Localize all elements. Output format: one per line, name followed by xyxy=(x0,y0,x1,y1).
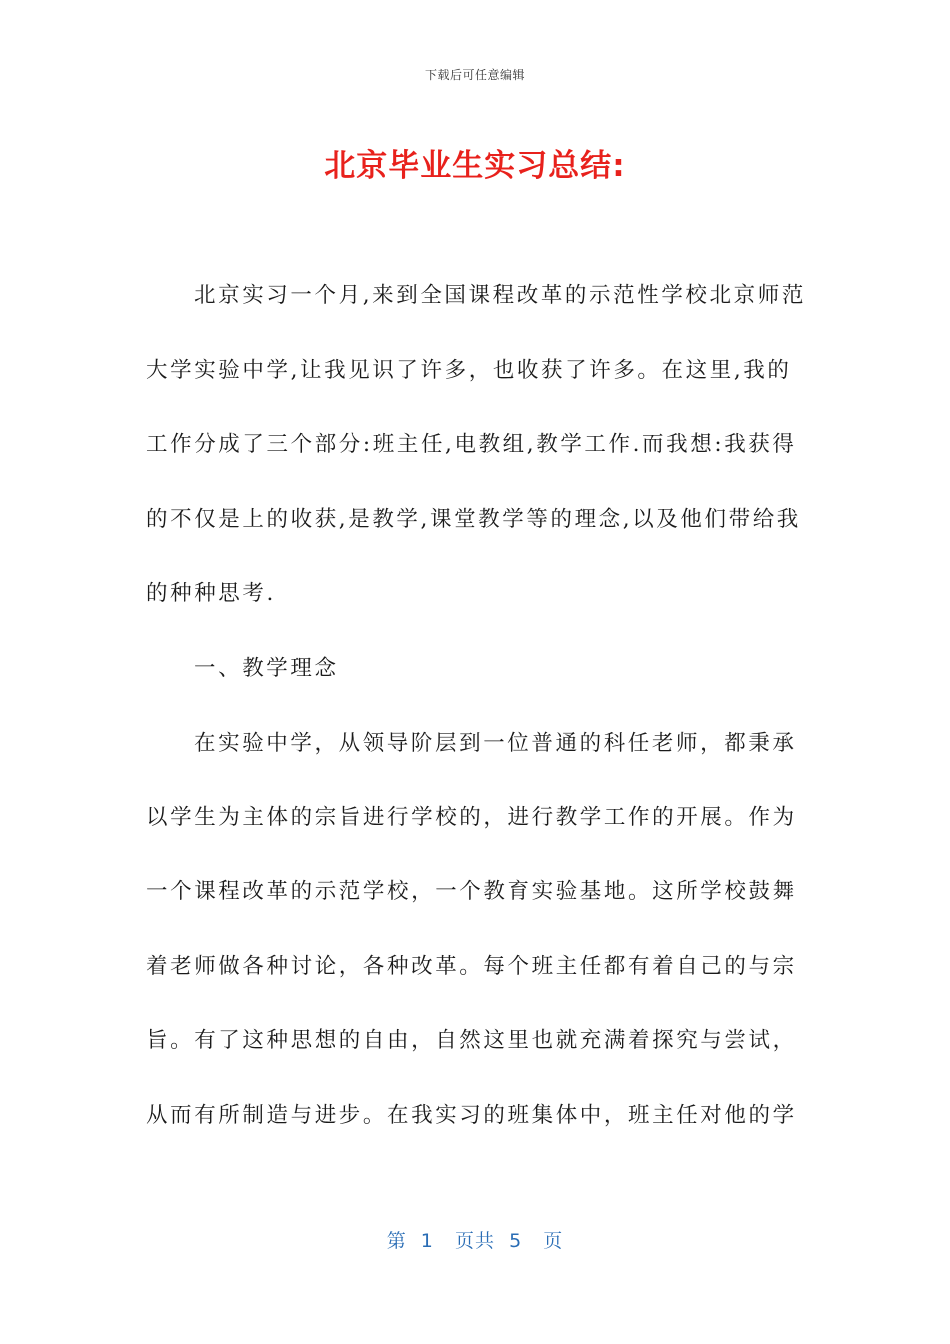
body-line: 一个课程改革的示范学校，一个教育实验基地。这所学校鼓舞 xyxy=(146,879,797,904)
body-line: 旨。有了这种思想的自由，自然这里也就充满着探究与尝试， xyxy=(146,1028,797,1053)
section-heading: 一、教学理念 xyxy=(194,656,339,681)
document-title: 北京毕业生实习总结: xyxy=(324,148,626,184)
body-line: 着老师做各种讨论，各种改革。每个班主任都有着自己的与宗 xyxy=(146,954,797,979)
body-line: 从而有所制造与进步。在我实习的班集体中，班主任对他的学 xyxy=(146,1103,797,1128)
body-line: 的不仅是上的收获,是教学,课堂教学等的理念,以及他们带给我 xyxy=(146,507,801,532)
body-line: 以学生为主体的宗旨进行学校的，进行教学工作的开展。作为 xyxy=(146,805,797,830)
body-line: 北京实习一个月,来到全国课程改革的示范性学校北京师范 xyxy=(194,283,806,308)
body-line: 大学实验中学,让我见识了许多，也收获了许多。在这里,我的 xyxy=(146,358,792,383)
body-line: 的种种思考. xyxy=(146,581,276,606)
body-line: 工作分成了三个部分:班主任,电教组,教学工作.而我想:我获得 xyxy=(146,432,797,457)
header-note: 下载后可任意编辑 xyxy=(424,68,525,82)
body-line: 在实验中学，从领导阶层到一位普通的科任老师，都秉承 xyxy=(194,731,797,756)
page-number-footer: 第 1 页共 5 页 xyxy=(386,1230,564,1252)
